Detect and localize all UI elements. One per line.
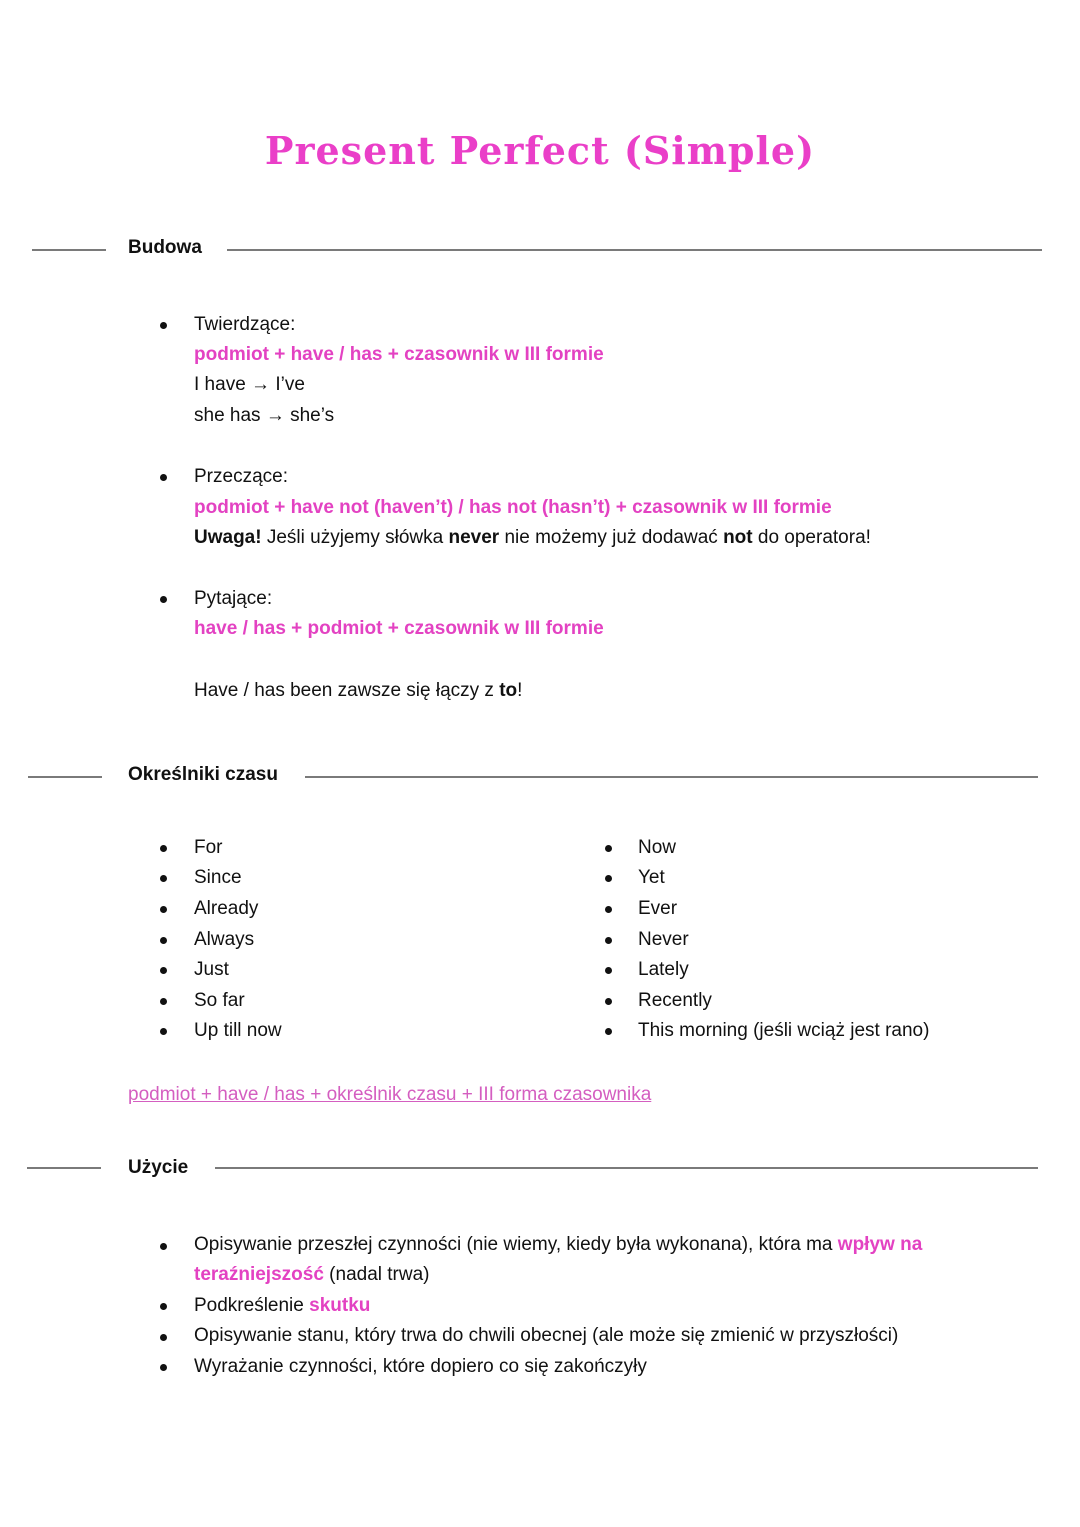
usage-highlight: skutku <box>309 1295 371 1316</box>
section-header-okreslniki <box>0 764 1080 794</box>
bullet-icon <box>160 1028 167 1035</box>
divider-right <box>215 1167 1038 1169</box>
usage-item: Wyrażanie czynności, które dopiero co się zakończyły <box>194 1356 647 1377</box>
note-text: Jeśli użyjemy słówka <box>261 527 449 548</box>
note-text: nie możemy już dodawać <box>499 527 724 548</box>
bullet-icon <box>605 998 612 1005</box>
usage-item <box>194 1233 922 1257</box>
item-label: Przeczące: <box>194 466 288 487</box>
note-never <box>194 526 871 550</box>
bullet-icon <box>605 967 612 974</box>
bullet-icon <box>160 322 167 329</box>
note-bold: never <box>448 527 500 548</box>
note-text: ! <box>517 680 523 701</box>
bullet-icon <box>160 998 167 1005</box>
bullet-icon <box>605 875 612 882</box>
usage-text: (nadal trwa) <box>323 1264 430 1285</box>
bullet-icon <box>160 845 167 852</box>
bullet-icon <box>605 845 612 852</box>
bullet-icon <box>160 1243 167 1250</box>
list-item: Recently <box>638 990 712 1011</box>
note-text: Have / has been zawsze się łączy z <box>194 680 500 701</box>
time-expression-formula: podmiot + have / has + określnik czasu + III forma czasownika <box>128 1084 652 1105</box>
list-item: Now <box>638 837 677 858</box>
list-item: Since <box>194 867 242 888</box>
page-title: Present Perfect (Simple) <box>264 128 816 173</box>
section-heading: Określniki czasu <box>128 764 278 785</box>
list-item: Already <box>194 898 259 919</box>
note-text: do operatora! <box>752 527 871 548</box>
divider-right <box>305 776 1038 778</box>
usage-text: Podkreślenie <box>194 1295 310 1316</box>
formula-affirmative: podmiot + have / has + czasownik w III formie <box>194 344 604 365</box>
list-item: Yet <box>638 867 665 888</box>
list-item: Just <box>194 959 229 980</box>
list-item: Lately <box>638 959 689 980</box>
divider-left <box>32 249 106 251</box>
divider-right <box>227 249 1042 251</box>
usage-item <box>194 1294 370 1318</box>
example: I have → I’ve <box>194 374 305 395</box>
item-label: Twierdzące: <box>194 314 296 335</box>
bullet-icon <box>160 967 167 974</box>
list-item: Never <box>638 929 689 950</box>
note-bold: to <box>499 680 518 701</box>
list-item: This morning (jeśli wciąż jest rano) <box>638 1020 930 1041</box>
bullet-icon <box>160 1364 167 1371</box>
example: she has → she’s <box>194 405 335 426</box>
formula-negative: podmiot + have not (haven’t) / has not (hasn’t) + czasownik w III formie <box>194 497 832 518</box>
divider-left <box>28 776 102 778</box>
bullet-icon <box>160 1303 167 1310</box>
bullet-icon <box>160 937 167 944</box>
bullet-icon <box>160 596 167 603</box>
usage-text: Opisywanie przeszłej czynności (nie wiemy, kiedy była wykonana), która ma <box>194 1234 838 1255</box>
divider-left <box>27 1167 101 1169</box>
section-heading: Budowa <box>128 237 202 258</box>
item-label: Pytające: <box>194 588 273 609</box>
section-header-budowa <box>0 237 1080 267</box>
bullet-icon <box>160 875 167 882</box>
note-been-to <box>194 679 522 703</box>
section-heading: Użycie <box>128 1157 189 1178</box>
section-header-uzycie <box>0 1157 1080 1187</box>
bullet-icon <box>605 906 612 913</box>
bullet-icon <box>605 937 612 944</box>
list-item: So far <box>194 990 245 1011</box>
usage-item-continuation <box>194 1263 430 1287</box>
bullet-icon <box>160 474 167 481</box>
usage-highlight: wpływ na <box>837 1234 923 1255</box>
list-item: Ever <box>638 898 678 919</box>
bullet-icon <box>605 1028 612 1035</box>
list-item: Always <box>194 929 255 950</box>
usage-item: Opisywanie stanu, który trwa do chwili obecnej (ale może się zmienić w przyszłości) <box>194 1325 899 1346</box>
usage-highlight: teraźniejszość <box>194 1264 324 1285</box>
list-item: For <box>194 837 223 858</box>
formula-question: have / has + podmiot + czasownik w III formie <box>194 618 604 639</box>
note-bold: not <box>723 527 753 548</box>
list-item: Up till now <box>194 1020 282 1041</box>
bullet-icon <box>160 1334 167 1341</box>
bullet-icon <box>160 906 167 913</box>
note-bold: Uwaga! <box>194 527 262 548</box>
